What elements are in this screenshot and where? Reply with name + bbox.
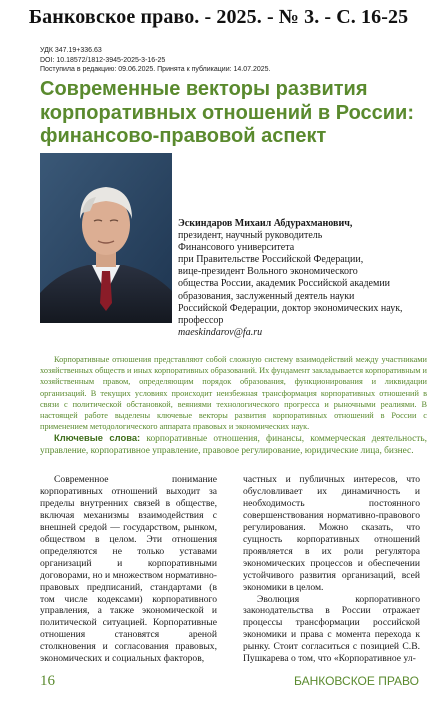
- citation-header: Банковское право. - 2025. - № 3. - С. 16-25: [28, 6, 409, 28]
- body-paragraph: Современное понимание корпоративных отношений выходит за пределы внутренних связей в обществе, включая механизмы взаимодействия с внешней средой — государством, рынком, обществом в целом. Эти отношения определяются не только уставами организаций и корпоративными договорами, но и множеством нормативно-правовых предписаний, стандартами (в том числе кодексами) корпоративного управления, а также экономической и политической ситуацией. Корпоративные отношения становятся ареной столкновения и согласования правовых, экономических и социальных факторов,: [40, 474, 217, 665]
- author-photo: [40, 153, 172, 323]
- author-affiliation-line: образования, заслуженный деятель науки: [178, 290, 355, 302]
- journal-name: БАНКОВСКОЕ ПРАВО: [293, 674, 419, 688]
- body-column-left: [40, 474, 217, 665]
- article-meta: [40, 46, 270, 75]
- page-number: 16: [40, 673, 55, 689]
- submission-dates: Поступила в редакцию: 09.06.2025. Принята к публикации: 14.07.2025.: [40, 66, 271, 74]
- author-affiliation-line: Финансового университета: [178, 242, 295, 254]
- keywords: [40, 432, 427, 457]
- author-affiliation-line: вице-президент Вольного экономического: [178, 266, 358, 278]
- keywords-text: корпоративные отношения, финансы, коммерческая деятельность, управление, корпоративное управление, правовое регулирование, юридические лица, бизнес.: [40, 434, 427, 456]
- author-affiliation-line: президент, научный руководитель: [178, 230, 323, 242]
- body-paragraph: Эволюция корпоративного законодательства в России отражает процессы трансформации российской экономики и права с момента перехода к рынку. Стоит согласиться с позицией С.В. Пушкарева о том, что «Корпоративное ул-: [243, 593, 420, 665]
- body-column-right: [243, 474, 420, 665]
- author-affiliation-line: общества России, академик Российской академии: [178, 278, 391, 290]
- article-title: Современные векторы развития корпоративных отношений в России: финансово-правовой аспект: [40, 78, 415, 147]
- author-info: [178, 218, 433, 339]
- author-affiliation-line: Российской Федерации, доктор экономических наук,: [178, 302, 403, 314]
- author-affiliation-line: при Правительстве Российской Федерации,: [178, 254, 364, 266]
- body-paragraph-continued: частных и публичных интересов, что обусловливает их динамичность и необходимость постоянного совершенствования нормативно-правового регулирования. Можно сказать, что сущность корпоративных отношений проявляется в их роли регулятора экономических процессов и обеспечении устойчивого развития организаций, всей экономики в целом.: [243, 474, 420, 593]
- author-name: Эскиндаров Михаил Абдурахманович,: [178, 218, 353, 229]
- author-affiliation-line: профессор: [178, 314, 224, 326]
- abstract: Корпоративные отношения представляют собой сложную систему взаимодействий между участниками хозяйственных обществ и иных корпоративных образований. Их фундамент закладывается корпоративным и хозяйственным правом, определяющим порядок образования, функционирования и ликвидации организаций. В текущих условиях происходит неизбежная трансформация корпоративных отношений в связи с политической обстановкой, веяниями технологического прогресса и рыночными реалиями. В настоящей работе выделены ключевые векторы развития корпоративных отношений в России с применением методологического аппарата правовых и экономических наук.: [40, 355, 427, 432]
- udc-code: УДК 347.19+336.63: [40, 47, 102, 54]
- keywords-label: Ключевые слова:: [54, 432, 141, 443]
- author-email[interactable]: maeskindarov@fa.ru: [178, 326, 263, 338]
- doi: DOI: 10.18572/1812-3945-2025-3-16-25: [40, 56, 166, 64]
